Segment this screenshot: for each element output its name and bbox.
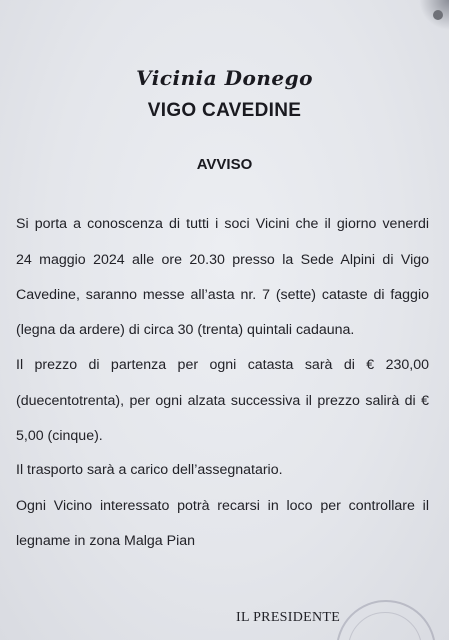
notice-heading: AVVISO [196, 156, 253, 173]
body-line-6: (duecentotrenta), per ogni alzata successiva il prezzo salirà di € [16, 393, 429, 409]
location-title: VIGO CAVEDINE [147, 100, 302, 121]
stamp-inner-ring [348, 612, 422, 640]
body-line-1: Si porta a conoscenza di tutti i soci Vicini che il giorno venerdi [16, 216, 429, 232]
body-line-9: Ogni Vicino interessato potrà recarsi in loco per controllare il [16, 498, 429, 514]
pin-hole [433, 10, 443, 20]
body-line-7: 5,00 (cinque). [16, 428, 103, 444]
body-line-4: (legna da ardere) di circa 30 (trenta) quintali cadauna. [16, 322, 355, 338]
body-line-8: Il trasporto sarà a carico dell’assegnatario. [16, 462, 283, 478]
association-name: Vicinia Donego [136, 66, 313, 90]
body-line-2: 24 maggio 2024 alle ore 20.30 presso la Sede Alpini di Vigo [16, 252, 429, 268]
body-line-3: Cavedine, saranno messe all’asta nr. 7 (sette) cataste di faggio [16, 287, 429, 303]
body-line-5: Il prezzo di partenza per ogni catasta sarà di € 230,00 [16, 357, 429, 373]
stamp-seal [336, 600, 436, 640]
signature-label: IL PRESIDENTE [236, 610, 341, 625]
body-line-10: legname in zona Malga Pian [16, 533, 196, 549]
